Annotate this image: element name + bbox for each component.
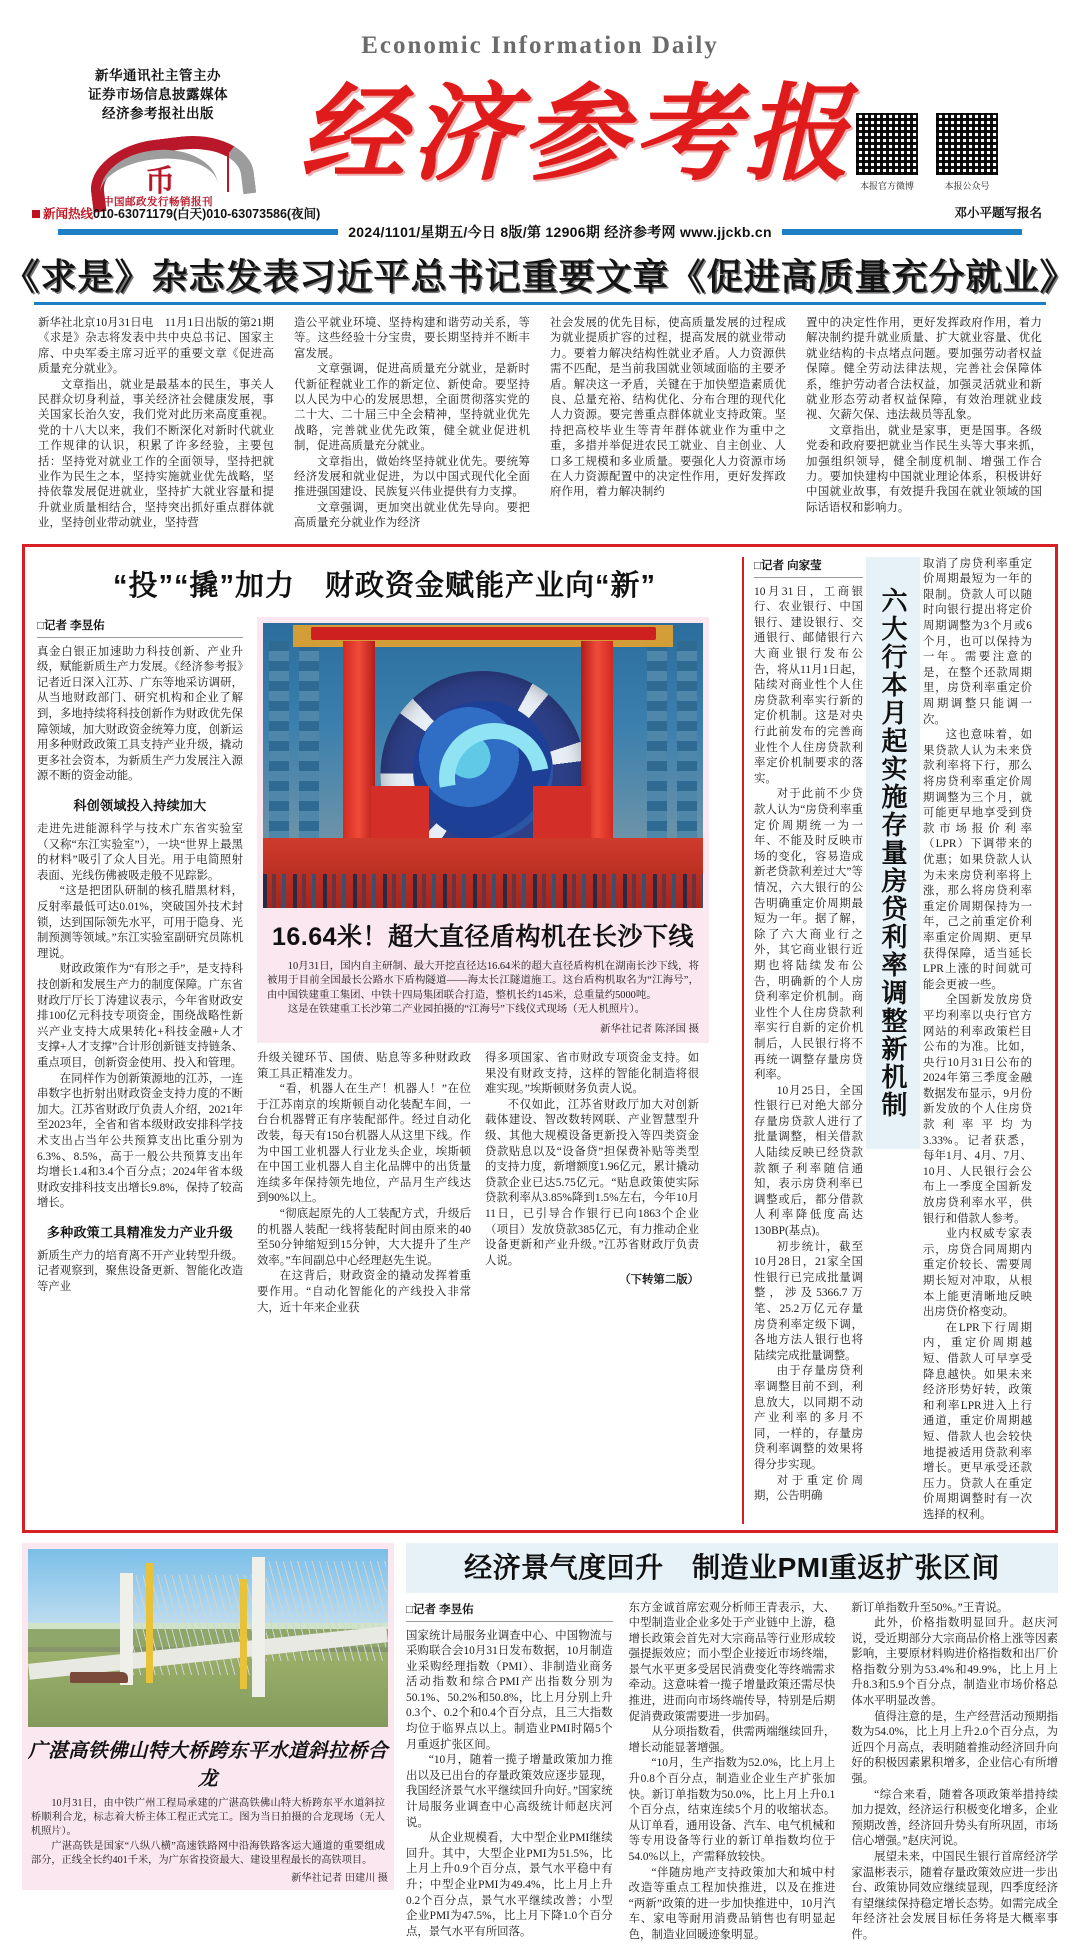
pmi-column-1 (406, 1601, 613, 1944)
paragraph: 新质生产力的培育离不开产业转型升级。记者观察到，聚焦设备更新、智能化改造等产业 (37, 1249, 243, 1294)
paragraph: “10月，随着一揽子增量政策加力推出以及已出台的存量政策效应逐步显现，我国经济景气水平继续回升向好。”国家统计局服务业调查中心高级统计师赵庆河说。 (406, 1754, 613, 1829)
paragraph: 文章指出，做始终坚持就业优先。要统筹经济发展和就业促进，为以中国式现代化全面推进强国建设、民族复兴伟业提供有力支撑。 (294, 455, 530, 499)
feature-sidebar (742, 557, 1032, 1524)
lead-column-3 (550, 316, 786, 532)
publisher-line-1: 新华通讯社主管主办 (95, 68, 221, 83)
feature-main (37, 557, 732, 1524)
paragraph: 这也意味着，如果贷款人认为未来贷款利率将下行，那么将房贷利率重定价周期调整为三个月，就可能更早地享受到贷款市场报价利率（LPR）下调带来的优惠；如果贷款人认为未来房贷利率将上涨，那么将房贷利率重定价周期保持为一年，己之前重定价利率重定价周期、更早获得保障，适当延长LPR上涨的时间就可能会更被一些。 (923, 729, 1032, 991)
paragraph: 新华社北京10月31日电 11月1日出版的第21期《求是》杂志将发表中共中央总书记、国家主席、中央军委主席习近平的重要文章《促进高质量充分就业》。 (38, 317, 274, 376)
paragraph: 新订单指数升至50%。”王青说。 (851, 1601, 1009, 1614)
bottom-photo-card (22, 1543, 394, 1890)
paragraph: “伴随房地产支持政策加大和城中村改造等重点工程加快推进，以及在推进“两新”政策的进一步加快推进中，10月汽车、家电等耐用消费品销售也有明显起色，制造业回暖迹象明显。 (628, 1866, 836, 1941)
paragraph: 由于存量房贷利率调整目前不到，利息放大，以同期不动产业利率的多月不同，一样的，存量房贷利率调整的效果将得分步实现。 (754, 1365, 863, 1471)
paragraph: 社会发展的优先目标，使高质量发展的过程成为就业提质扩容的过程，提高发展的就业带动力。要着力解决结构性就业矛盾。人力资源供需不匹配，是当前我国就业领域面临的主要矛盾。解决这一矛盾，关键在于加快塑造素质优良、总量充裕、结构优化、分布合理的现代化人力资源。要完善重点群体就业支持政策。坚持把高校毕业生等青年群体就业作为重中之重，多措并举促进农民工就业、自主创业、人口多工规模和多业质量。要强化人力资源市场在人力资源配置中的决定性作用，更好发挥政府作用，着力解决制约 (550, 317, 786, 499)
paragraph: 在这背后，财政资金的撬动发挥着重要作用。“自动化智能化的产线投入非常大，近十年来企业获 (257, 1270, 471, 1314)
paragraph: “综合来看，随着各项政策举措持续加力提效，经济运行积极变化增多，企业预期改善，经济回升势头有所巩固，市场信心增强。”赵庆河说。 (851, 1788, 1058, 1848)
paragraph: “看，机器人在生产！机器人！”在位于江苏南京的埃斯顿自动化装配车间，一台台机器臂正有序装配部件。经过自动化改装，每天有150台机器人从这里下线。作为中国工业机器人行业龙头企业，埃斯顿在中国工业机器人自主化品牌中的出货量连续多年保持领先地位，产品月生产线达到90%以上。 (257, 1083, 471, 1205)
lead-column-1 (38, 316, 274, 532)
english-masthead-title: Economic Information Daily (361, 32, 719, 59)
paragraph: 这是在铁建重工长沙第二产业园拍摄的“江海号”下线仪式现场（无人机照片）。 (287, 1004, 646, 1016)
cable-stayed-bridge-photo (28, 1549, 388, 1727)
paragraph: 走进先进能源科学与技术广东省实验室（又称“东江实验室”），一块“世界上最黑的材料”吸引了众人目光。用于电简照射表面、光线伤佛被吸走般不见踪影。 (37, 823, 243, 882)
qr-wechat[interactable] (935, 112, 999, 192)
paragraph: 对于此前不少贷款人认为“房贷利率重定价周期统一为一年、不能及时反映市场的变化，容易造成新老贷款利差过大”等情况，六大银行的公告明确重定价周期最短为一年。据了解，除了六大商业行之外，其它商业银行近期也将陆续发布公告，明确新的个人房贷利率定价机制。商业性个人住房贷款利率实行自新的定价机制后，人民银行将不再统一调整存量房贷利率。 (754, 788, 863, 1082)
pmi-article (406, 1543, 1058, 1944)
paragraph: 初步统计，截至10月28日，21家全国性银行已完成批量调整，涉及5366.7万笔、25.2万亿元存量房贷利率定级下调，各地方法人银行也将陆续完成批量调整。 (754, 1240, 863, 1362)
paragraph: 文章强调，更加突出就业优先导向。要把高质量充分就业作为经济 (294, 501, 530, 530)
chinese-masthead-title: 经济参考报 (300, 71, 856, 195)
paragraph: 在同样作为创新策源地的江苏，一连串数字也折射出财政资金支持力度的不断加大。江苏省财政厅负责人介绍，2021年至2023年，全省和省本级财政安排科学技术支出占当年公共预算支出比重分别为6.3%、8.5%，高于一般公共预算支出年均增长1.4和3.4个百分点；2024年省本级财政安排科技支出增长9.8%，保持了较高增长。 (37, 1072, 243, 1210)
lead-story-headline: 《求是》杂志发表习近平总书记重要文章《促进高质量充分就业》 (3, 256, 1077, 297)
bottom-section (22, 1543, 1058, 1944)
feature-column-2 (257, 1051, 471, 1316)
paragraph: 10月31日，由中铁广州工程局承建的广湛高铁佛山特大桥跨东平水道斜拉桥顺利合龙，标志着大桥主体工程正式完工。图为当日拍摄的合龙现场（无人机照片）。 (31, 1797, 385, 1838)
sidebar-reporter-byline: □记者 向家莹 (754, 557, 863, 578)
publisher-line-3: 经济参考报社出版 (102, 106, 214, 121)
paragraph: 广湛高铁是国家“八纵八横”高速铁路网中沿海铁路客运大通道的重要组成部分，正线全长约401千米，为广东省投资最大、建设里程最长的高铁项目。 (31, 1840, 385, 1867)
paragraph: 置中的决定性作用，更好发挥政府作用，着力解决制约提升就业质量、扩大就业容量、优化就业结构的卡点堵点问题。要加强劳动者权益保障。健全劳动法律法规，完善社会保障体系，维护劳动者合法权益，加强灵活就业和新就业形态劳动者权益保障，有效治理就业歧视、欠薪欠保、违法裁员等乱象。 (806, 317, 1042, 422)
pmi-headline-band (406, 1543, 1058, 1593)
sidebar-column-2 (923, 557, 1032, 1524)
paragraph: 文章指出，就业是最基本的民生，事关人民群众切身利益，事关经济社会健康发展，事关国家长治久安，我们党对此历来高度重视。党的十八大以来，我们不断深化对新时代就业工作规律的认识，积累了许多经验，主要包括：坚持党对就业工作的全面领导，坚持把就业作为民生之本，坚持实施就业优先战略，坚持依靠发展促进就业，坚持扩大就业容量和提升就业质量相结合，坚持突出抓好重点群体就业，坚持创业带动就业，坚持营 (38, 378, 274, 530)
qr-code-icon[interactable] (855, 112, 919, 176)
china-post-logo-caption: 中国邮政发行畅销报刊 (103, 196, 213, 208)
pmi-headline: 经济景气度回升 制造业PMI重返扩张区间 (464, 1551, 1000, 1583)
publisher-info-block (38, 66, 278, 210)
paragraph: 从企业规模看，大中型企业PMI继续回升。其中，大型企业PMI为51.5%，比上月上升0.9个百分点，景气水平稳中有升；中型企业PMI为49.4%，比上月上升0.2个百分点，景气水平继续改善；小型企业PMI为47.5%，比上月下降1.0个百分点，景气水平有所回落。 (406, 1832, 613, 1938)
paragraph: 业内权威专家表示，房贷合同周期内重定价较长、需要周期长短对冲取，从根本上能更清晰地反映出房贷价格变动。 (923, 1228, 1032, 1319)
pmi-column-3 (851, 1601, 1058, 1944)
feature-photo-caption-title: 16.64米！超大直径盾构机在长沙下线 (271, 922, 695, 951)
lead-column-2 (294, 316, 530, 532)
feature-subhead-2: 多种政策工具精准发力产业升级 (46, 1224, 234, 1240)
pmi-column-2 (629, 1601, 836, 1944)
feature-headline: “投”“撬”加力 财政资金赋能产业向“新” (112, 569, 656, 602)
paragraph: “10月，生产指数为52.0%，比上月上升0.8个百分点，制造业企业生产扩张加快。新订单指数为50.0%，比上月上升0.1个百分点，结束连续5个月的收缩状态。从订单看，通用设备、汽车、电气机械和等专用设备等行业的新订单指数均位于54.0%以上，产需释放较快。 (628, 1757, 836, 1863)
paragraph: “彻底起原先的人工装配方式，升级后的机器人装配一线将装配时间由原来的40至50分钟缩短到15分钟，大大提升了生产效率。”车间副总中心经理赵先生说。 (257, 1208, 471, 1267)
qr-code-group (855, 112, 999, 192)
feature-photo-credit: 新华社记者 陈泽国 摄 (600, 1024, 699, 1036)
paragraph: 此外，价格指数明显回升。赵庆河说，受近期部分大宗商品价格上涨等因素影响，主要原材料购进价格指数和出厂价格指数分别为53.4%和49.9%，比上月上升8.3和5.9个百分点，制造业市场价格总体水平明显改善。 (851, 1617, 1058, 1708)
paragraph: 文章强调，促进高质量充分就业，是新时代新征程就业工作的新定位、新使命。要坚持以人民为中心的发展思想，全面贯彻落实党的二十大、二十届三中全会精神，坚持就业优先战略，完善就业优先政策，健全就业促进机制，促进高质量充分就业。 (294, 363, 530, 453)
tunnel-boring-machine-photo (263, 623, 703, 908)
feature-photo-column (257, 617, 709, 1316)
paragraph: 财政政策作为“有形之手”，是支持科技创新和发展生产力的制度保障。广东省财政厅厅长丁涛建议表示，今年省财政安排100亿元科技专项资金，围绕战略性新兴产业支持大成果转化+科技金融+人才支撑+人才支撑”合计形创新链支持链条、重点项目，创新资金使用、投入和管理。 (37, 963, 243, 1069)
feature-article-box (22, 544, 1058, 1533)
qr-wechat-label: 本报公众号 (944, 181, 990, 191)
qr-weibo-label: 本报官方微博 (859, 181, 914, 191)
feature-subhead-1: 科创领域投入持续加大 (73, 798, 207, 814)
pmi-reporter-byline: □记者 李昱佑 (406, 1601, 613, 1622)
paragraph: 从分项指数看，供需两端继续回升，增长动能显著增强。 (628, 1726, 836, 1754)
paragraph: 10月31日，国内自主研制、最大开挖直径达16.64米的超大直径盾构机在湖南长沙下线，将被用于目前全国最长公路水下盾构隧道——海太长江隧道施工。这台盾构机取名为“江海号”，由中国铁建重工集团、中铁十四局集团联合打造，整机长约145米，总重量约5000吨。 (267, 960, 699, 1001)
hotline-number: 010-63071179(白天)010-63073586(夜间) (93, 207, 321, 221)
lead-column-4 (806, 316, 1042, 532)
feature-column-1 (37, 617, 243, 1316)
paragraph: 在LPR下行周期内，重定价周期越短、借款人可早享受降息越快。如果未来经济形势好转，政策和利率LPR进入上行通道，重定价周期越短、借款人也会较快地提被适用贷款利率增长。更早承受还款压力。贷款人在重定价周期调整时有一次选择的权利。 (923, 1321, 1032, 1521)
bottom-photo-caption-title: 广湛高铁佛山特大桥跨东平水道斜拉桥合龙 (28, 1738, 389, 1790)
paragraph: 不仅如此，江苏省财政厅加大对创新载体建设、智改数转网联、产业智慧型升级、其他大规模设备更新投入等四类资金贷款贴息以及“设备贷”担保费补贴等类型的支持力度，新增额度1.96亿元，累计撬动贷款企业已达5.75亿元。“贴息政策使实际贷款利率从3.85%降到1.5%左右，今年10月11日，已引导合作银行已向1863个企业（项目）发放贷款385亿元，有力推动企业设备更新和产业升级。”江苏省财政厅负责人说。 (485, 1098, 699, 1267)
bottom-photo-column (22, 1543, 394, 1944)
feature-column-3 (485, 1051, 699, 1316)
calligrapher-credit: 邓小平题写报名 (954, 206, 1042, 220)
chinese-masthead-logo (300, 58, 856, 208)
bottom-photo-caption-body (28, 1797, 388, 1869)
feature-reporter-byline: □记者 李昱佑 (37, 617, 243, 638)
paragraph: 10月25日，全国性银行已对绝大部分存量房贷款人进行了批量调整，相关借款人陆续反映已经贷款款额子利率随信通知，表示房贷利率已调整或后，都分借款人利率降低度高达130BP(基点)。 (754, 1084, 863, 1238)
paragraph: “这是把团队研制的核孔腊黑材料，反射率最低可达0.01%，突破国外技术封锁，达到国际领先水平，可用于隐身、光制预测等领域。”东江实验室副研究员陈机理说。 (37, 885, 243, 960)
dateline-rule-right (782, 229, 1022, 235)
feature-photo-caption-body (263, 960, 703, 1018)
feature-photo-card (257, 617, 709, 1043)
paragraph: 值得注意的是，生产经营活动预期指数为54.0%，比上月上升2.0个百分点，为近四个月高点，表明随着推动经济回升向好的积极因素累积增多，企业信心有所增强。 (851, 1710, 1058, 1786)
hotline-bullet-icon (32, 210, 40, 218)
headline-rule (34, 302, 1046, 305)
continued-on-page-note: （下转第二版） (619, 1274, 699, 1287)
paragraph: 国家统计局服务业调查中心、中国物流与采购联合会10月31日发布数据，10月制造业采购经理指数（PMI）、非制造业商务活动指数和综合PMI产出指数分别为50.1%、50.2%和50.8%，比上月分别上升0.3个、0.2个和0.4个百分点，且三大指数均位于临界点以上。制造业PMI时隔5个月重返扩张区间。 (406, 1629, 613, 1751)
paragraph: 真金白银正加速助力科技创新、产业升级，赋能新质生产力发展。《经济参考报》记者近日深入江苏、广东等地采访调研，从当地财政部门、研究机构和企业了解到，多地持续将科技创新作为财政优先保障领域，加大财政资金统筹力度，创新运用多种财政政策工具支持产业升级，撬动更多社会资本，为新质生产力发展注入源源不断的资金动能。 (37, 645, 243, 783)
qr-code-icon[interactable] (935, 112, 999, 176)
publisher-line-2: 证券市场信息披露媒体 (88, 87, 228, 102)
qr-weibo[interactable] (855, 112, 919, 192)
feature-body (37, 617, 732, 1316)
dateline-text: 2024/1101/星期五/今日 8版/第 12906期 经济参考网 www.jjckb.cn (348, 224, 772, 240)
paragraph: 全国新发放房贷平均利率以央行官方网站的利率政策栏目公布的为准。比如，央行10月31日公布的2024年第三季度金融数据发布显示，9月份新发放的个人住房贷款利率平均为3.33%。记者获悉，每年1月、4月、7月、10月、人民银行会公布上一季度全国新发放房贷利率水平，供银行和借款人参考。 (923, 994, 1032, 1225)
paragraph: 升级关键环节、国债、贴息等多种财政政策工具正精准发力。 (257, 1052, 471, 1080)
paragraph: 文章指出，就业是家事，更是国事。各级党委和政府要把就业当作民生头等大事来抓，加强组织领导，健全制度机制、增强工作合力。要加快建构中国就业理论体系，积极讲好中国就业故事，有效提升我国在就业领域的国际话语权和影响力。 (806, 424, 1042, 514)
sidebar-column-1 (754, 557, 863, 1524)
lead-story-columns (38, 316, 1042, 532)
paragraph: 对于重定价周期，公告明确 (754, 1474, 863, 1503)
news-hotline (32, 204, 320, 222)
bottom-photo-credit: 新华社记者 田建川 摄 (291, 1872, 388, 1884)
hotline-label: 新闻热线 (43, 207, 94, 221)
dateline-rule-left (58, 229, 338, 235)
paragraph: 得多项国家、省市财政专项资金支持。如果没有财政支持，这样的智能化制造将很难实现。”埃斯顿财务负责人说。 (485, 1052, 699, 1096)
sidebar-vertical-headline: 六大行本月起实施存量房贷利率调整新机制 (866, 557, 920, 1149)
paragraph: 取消了房贷利率重定价周期最短为一年的限制。贷款人可以随时向银行提出将定价周期调整为3个月或6个月，也可以保持为一年。需要注意的是，在整个还款周期里，房贷利率重定价周期调整只能调一次。 (923, 557, 1032, 726)
paragraph: 东方金诚首席宏观分析师王青表示，大、中型制造业企业多处于产业链中上游，稳增长政策会首先对大宗商品等行业形成较强提振效应；而小型企业接近市场终端，景气水平更多受居民消费变化等终端需求牵动。这意味着一揽子增量政策还需尽快推进，进而向市场终端传导，特别是后期促消费政策需要进一步加码。 (628, 1601, 836, 1723)
masthead (0, 0, 1080, 248)
dateline-row (0, 222, 1080, 242)
paragraph: 造公平就业环境、坚持构建和谐劳动关系，等等。这些经验十分宝贵，要长期坚持并不断丰富发展。 (294, 317, 530, 360)
paragraph: 10月31日，工商银行、农业银行、中国银行、建设银行、交通银行、邮储银行六大商业银行发布公告，将从11月1日起，陆续对商业性个人住房贷款利率实行新的定价机制。这是对央行此前发布的完善商业性个人住房贷款利率定价机制要求的落实。 (754, 585, 863, 785)
paragraph: 展望未来，中国民生银行首席经济学家温彬表示，随着存量政策效应进一步出台、政策协同效应继续显现，四季度经济有望继续保持稳定增长态势。如需完成全年经济社会发展目标任务将是大概率事件。 (851, 1851, 1058, 1941)
china-post-logo-icon: 币 中国邮政发行畅销报刊 (83, 132, 233, 210)
pmi-columns (406, 1601, 1058, 1944)
